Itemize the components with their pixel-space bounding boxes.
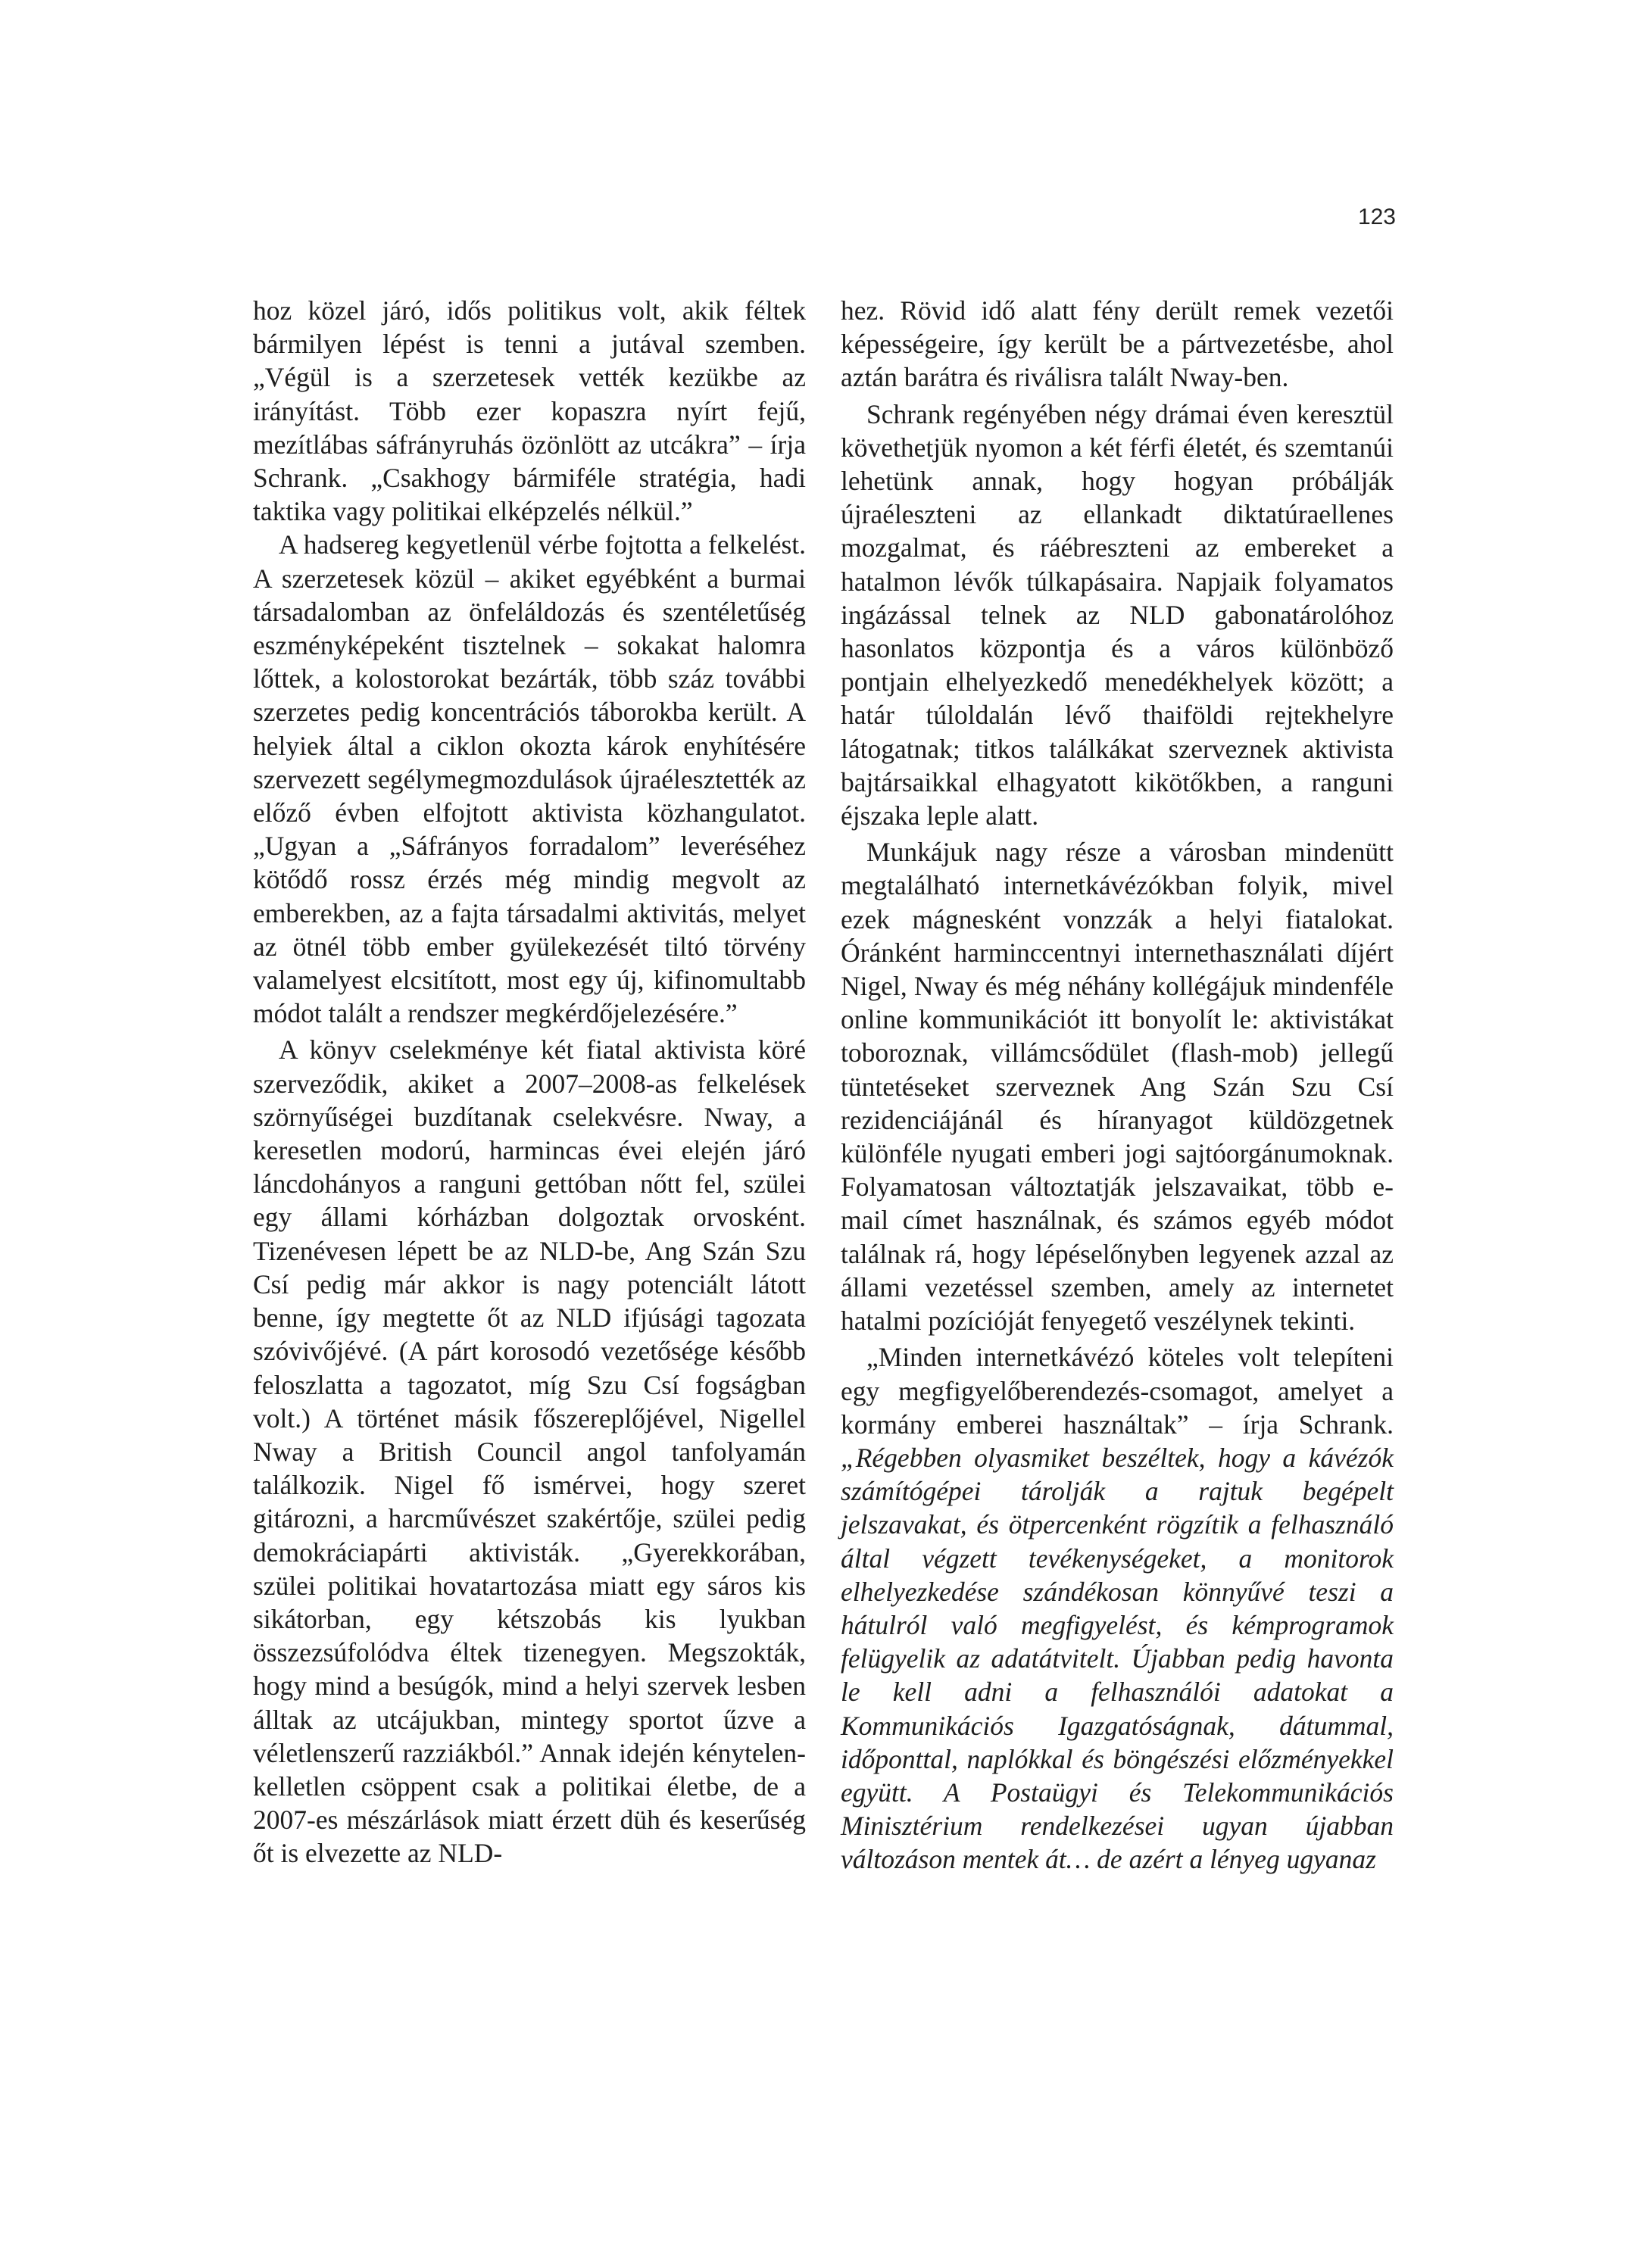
italic-quote: „Régebben olyasmiket beszéltek, hogy a kávézók számítógépei tárolják a rajtuk begépelt jelszavakat, és ötpercenként rögzítik a felhasználó által végzett tevékenységeket, a monitorok elhelyezkedése szándékosan könnyűvé teszi a hátulról való megfigyelést, és kémprogramok felügyelik az adatátvitelt. Újabban pedig havonta le kell adni a felhasználói adatokat a Kommunikációs Igazgatóságnak, dátummal, időponttal, naplókkal és böngészési előzményekkel együtt. A Postaügyi és Telekommunikációs Minisztérium rendelkezései ugyan újabban változáson mentek át… de azért a lényeg ugyanaz — [841, 1442, 1394, 1875]
paragraph: A könyv cselekménye két fiatal aktivista köré szerveződik, akiket a 2007–2008-as felkelések szörnyűségei buzdítanak cselekvésre. Nway, a keresetlen modorú, harmincas évei elején járó láncdohányos a ranguni gettóban nőtt fel, szülei egy állami kórházban dolgoztak orvosként. Tizenévesen lépett be az NLD-be, Ang Szán Szu Csí pedig már akkor is nagy potenciált látott benne, így megtette őt az NLD ifjúsági tagozata szóvivőjévé. (A párt korosodó vezetősége később feloszlatta a tagozatot, míg Szu Csí fogságban volt.) A történet másik főszereplőjével, Nigellel Nway a British Council angol tanfolyamán találkozik. Nigel fő ismérvei, hogy szeret gitározni, a harcművészet szakértője, szülei pedig demokráciapárti aktivisták. „Gyerekkorában, szülei politikai hovatartozása miatt egy sáros kis sikátorban, egy kétszobás kis lyukban összezsúfolódva éltek tizenegyen. Megszokták, hogy mind a besúgók, mind a helyi szervek lesben álltak az utcájukban, mintegy sportot űzve a véletlenszerű razziákból.” Annak idején kénytelen-kelletlen csöppent csak a politikai életbe, de a 2007-es mészárlások miatt érzett düh és keserűség őt is elvezette az NLD- — [253, 1034, 806, 1869]
page-number: 123 — [1357, 204, 1396, 229]
paragraph-with-quote — [841, 1340, 1394, 1876]
left-text-column — [253, 294, 806, 1870]
paragraph: hoz közel járó, idős politikus volt, akik féltek bármilyen lépést is tenni a jutával szemben. „Végül is a szerzetesek vették kezükbe az irányítást. Több ezer kopaszra nyírt fejű, mezítlábas sáfrányruhás özönlött az utcákra” – írja Schrank. „Csakhogy bármiféle stratégia, hadi taktika vagy politikai elképzelés nélkül.” — [253, 295, 806, 527]
paragraph-text: „Minden internetkávézó köteles volt telepíteni egy megfigyelőberendezés-csomagot, amelyet a kormány emberei használtak” – írja Schrank. — [841, 1342, 1394, 1440]
paragraph: A hadsereg kegyetlenül vérbe fojtotta a felkelést. A szerzetesek közül – akiket egyébként a burmai társadalomban az önfeláldozás és szentéletűség eszményképeként tisztelnek – sokakat halomra lőttek, a kolostorokat bezárták, több száz további szerzetes pedig koncentrációs táborokba került. A helyiek által a ciklon okozta károk enyhítésére szervezett segélymegmozdulások újraélesztették az előző évben elfojtott aktivista közhangulatot. „Ugyan a „Sáfrányos forradalom” leveréséhez kötődő rossz érzés még mindig megvolt az emberekben, az a fajta társadalmi aktivitás, melyet az ötnél több ember gyülekezését tiltó törvény valamelyest elcsitított, most egy új, kifinomultabb módot talált a rendszer megkérdőjelezésére.” — [253, 529, 806, 1029]
paragraph: Munkájuk nagy része a városban mindenütt megtalálható internetkávézókban folyik, mivel ezek mágnesként vonzzák a helyi fiatalokat. Óránként harminccentnyi internethasználati díjért Nigel, Nway és még néhány kollégájuk mindenféle online kommunikációt itt bonyolít le: aktivistákat toboroznak, villámcsődület (flash-mob) jellegű tüntetéseket szerveznek Ang Szán Szu Csí rezidenciájánál és híranyagot küldözgetnek különféle nyugati emberi jogi sajtóorgánumoknak. Folyamatosan változtatják jelszavaikat, több e-mail címet használnak, és számos egyéb módot találnak rá, hogy lépéselőnyben legyenek azzal az állami vezetéssel szemben, amely az internetet hatalmi pozícióját fenyegető veszélynek tekinti. — [841, 837, 1394, 1337]
right-text-column — [841, 294, 1394, 1876]
paragraph: Schrank regényében négy drámai éven keresztül követhetjük nyomon a két férfi életét, és szemtanúi lehetünk annak, hogy hogyan próbálják újraéleszteni az ellankadt diktatúraellenes mozgalmat, és ráébreszteni az embereket a hatalmon lévők túlkapásaira. Napjaik folyamatos ingázással telnek az NLD gabonatárolóhoz hasonlatos központja és a város különböző pontjain elhelyezkedő menedékhelyek között; a határ túloldalán lévő thaiföldi rejtekhelyre látogatnak; titkos találkákat szerveznek aktivista bajtársaikkal elhagyatott kikötőkben, a ranguni éjszaka leple alatt. — [841, 398, 1394, 831]
paragraph: hez. Rövid idő alatt fény derült remek vezetői képességeire, így került be a pártvezetésbe, ahol aztán barátra és riválisra talált Nway-ben. — [841, 295, 1394, 393]
